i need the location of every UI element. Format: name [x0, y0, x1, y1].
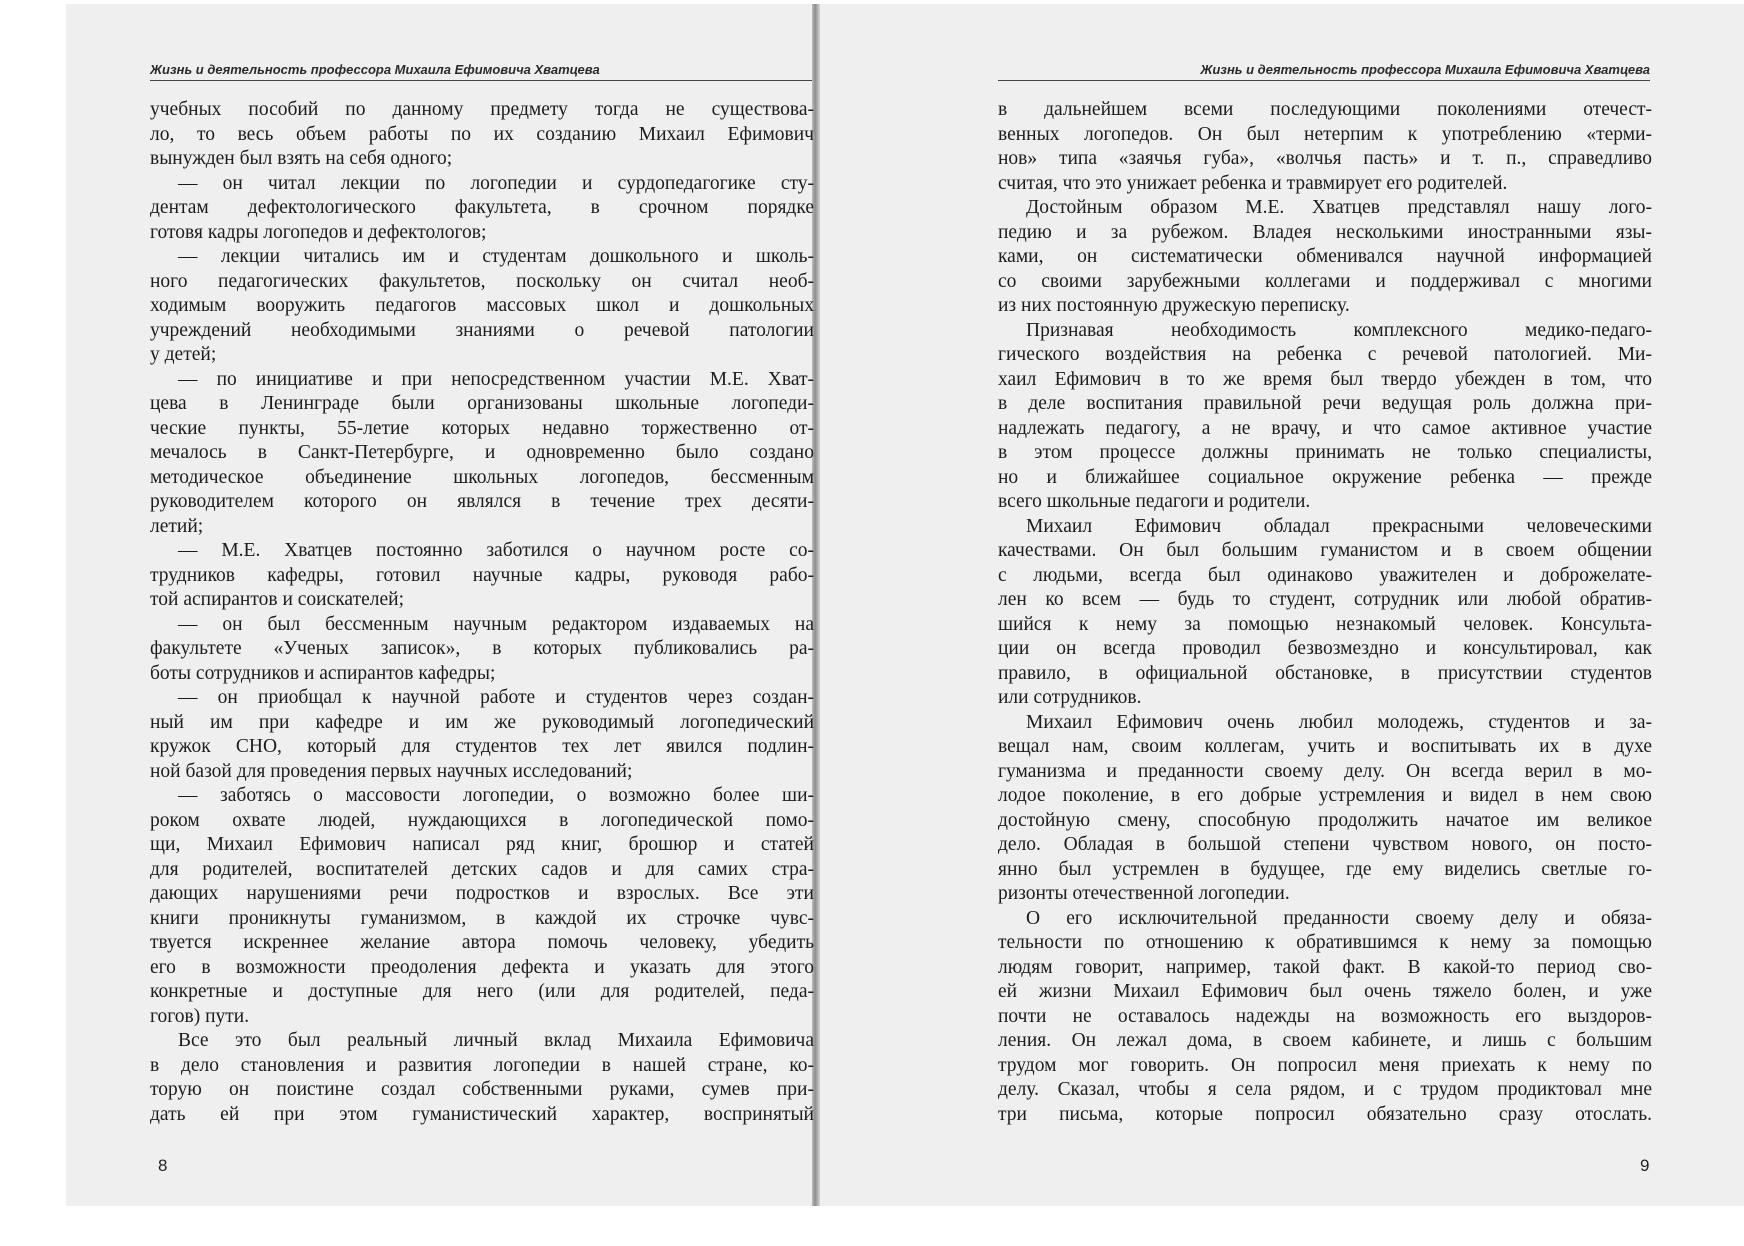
text-line: О его исключительной преданности своему делу и обяза-	[1026, 907, 1652, 929]
text-line: дентам дефектологического факультета, в срочном порядке	[150, 197, 814, 218]
text-line: ной базой для проведения первых научных исследований;	[150, 760, 633, 782]
text-line: ческие пункты, 55-летие которых недавно торжественно от-	[150, 417, 814, 439]
text-line: у детей;	[150, 344, 217, 365]
text-line: достойную смену, способную продолжить начатое им великое	[998, 809, 1652, 831]
text-line: ления. Он лежал дома, в своем кабинете, и лишь с большим	[998, 1030, 1652, 1051]
text-line: книги проникнуты гуманизмом, в каждой их строчке чувс-	[150, 907, 814, 929]
text-line: гуманизма и преданности своему делу. Он всегда верил в мо-	[998, 760, 1652, 782]
right-page-number: 9	[1640, 1156, 1650, 1175]
text-line: или сотрудников.	[998, 687, 1142, 708]
text-line: цева в Ленинграде были организованы школьные логопеди-	[150, 393, 814, 414]
text-line: твуется искреннее желание автора помочь человеку, убедить	[150, 932, 814, 953]
text-line: ный им при кафедре и им же руководимый логопедический	[150, 711, 814, 733]
text-line: лодое поколение, в его добрые устремления и видел в нем свою	[998, 785, 1652, 806]
text-line: щи, Михаил Ефимович написал ряд книг, брошюр и статей	[150, 834, 814, 855]
text-line: руководителем которого он являлся в течение трех десяти-	[150, 491, 814, 512]
right-page	[820, 0, 1744, 1202]
text-line: — он читал лекции по логопедии и сурдопедагогике сту-	[178, 172, 814, 194]
text-line: ло, то весь объем работы по их созданию Михаил Ефимович	[150, 123, 814, 145]
text-line: качествами. Он был большим гуманистом и в своем общении	[998, 540, 1652, 561]
text-line: дающих нарушениями речи подростков и взрослых. Все эти	[150, 883, 814, 904]
text-line: ции он всегда проводил безвозмездно и консультировал, как	[998, 638, 1652, 659]
text-line: Михаил Ефимович очень любил молодежь, студентов и за-	[1026, 711, 1652, 733]
text-line: той аспирантов и соискателей;	[150, 589, 404, 610]
text-line: ей жизни Михаил Ефимович был очень тяжело болен, и уже	[998, 981, 1652, 1002]
text-line: — он приобщал к научной работе и студентов через создан-	[178, 687, 814, 708]
text-line: Достойным образом М.Е. Хватцев представлял нашу лого-	[1026, 197, 1652, 218]
text-line: со своими зарубежными коллегами и поддерживал с многими	[998, 270, 1652, 292]
text-line: людям говорит, например, такой факт. В какой-то период сво-	[998, 956, 1652, 978]
text-line: гогов) пути.	[150, 1005, 250, 1027]
text-line: нов» типа «заячья губа», «волчья пасть» и т. п., справедливо	[998, 148, 1652, 169]
text-line: боты сотрудников и аспирантов кафедры;	[150, 662, 496, 684]
text-line: хаил Ефимович в то же время был твердо убежден в том, что	[998, 368, 1652, 390]
text-line: его в возможности преодоления дефекта и указать для этого	[150, 956, 814, 978]
text-line: венных логопедов. Он был нетерпим к употреблению «терми-	[998, 123, 1652, 145]
text-line: всего школьные педагоги и родители.	[998, 491, 1311, 512]
text-line: — М.Е. Хватцев постоянно заботился о научном росте со-	[178, 540, 814, 561]
right-header-rule	[998, 80, 1650, 81]
text-line: янно был устремлен в будущее, где ему виделись светлые го-	[998, 858, 1652, 880]
text-line: ходимым вооружить педагогов массовых школ и дошкольных	[150, 295, 814, 316]
text-line: трудом мог говорить. Он попросил меня приехать к нему по	[998, 1054, 1652, 1076]
right-running-head: Жизнь и деятельность профессора Михаила Ефимовича Хватцева	[1200, 62, 1650, 77]
text-line: ризонты отечественной логопедии.	[998, 883, 1290, 904]
text-line: трудников кафедры, готовил научные кадры, руководя рабо-	[150, 564, 814, 586]
text-line: ного педагогических факультетов, поскольку он считал необ-	[150, 270, 814, 292]
text-line: в дальнейшем всеми последующими поколениями отечест-	[998, 99, 1652, 120]
text-line: факультете «Ученых записок», в которых публиковались ра-	[150, 638, 814, 659]
text-line: вынужден был взять на себя одного;	[150, 148, 453, 169]
text-line: педию и за рубежом. Владея несколькими иностранными язы-	[998, 221, 1652, 243]
text-line: три письма, которые попросил обязательно сразу отослать.	[998, 1103, 1652, 1125]
text-line: мечалось в Санкт-Петербурге, и одновременно было создано	[150, 442, 814, 463]
text-line: — по инициативе и при непосредственном участии М.Е. Хват-	[178, 368, 814, 390]
text-line: шийся к нему за помощью незнакомый человек. Консульта-	[998, 613, 1652, 635]
text-line: торую он поистине создал собственными руками, сумев при-	[150, 1079, 814, 1100]
left-running-head: Жизнь и деятельность профессора Михаила Ефимовича Хватцева	[150, 62, 600, 77]
text-line: — лекции читались им и студентам дошкольного и школь-	[178, 246, 814, 267]
text-line: ками, он систематически обменивался научной информацией	[998, 246, 1652, 267]
text-line: почти не оставалось надежды на возможность его выздоров-	[998, 1005, 1652, 1027]
text-line: гического воздействия на ребенка с речевой патологией. Ми-	[998, 344, 1652, 365]
text-line: в дело становления и развития логопедии в нашей стране, ко-	[150, 1054, 814, 1076]
text-line: считая, что это унижает ребенка и травмирует его родителей.	[998, 172, 1508, 194]
text-line: учреждений необходимыми знаниями о речевой патологии	[150, 319, 814, 341]
text-line: в этом процессе должны принимать не только специалисты,	[998, 442, 1652, 463]
text-line: готовя кадры логопедов и дефектологов;	[150, 221, 487, 243]
text-line: из них постоянную дружескую переписку.	[998, 295, 1350, 316]
text-line: летий;	[150, 515, 204, 537]
left-page-number: 8	[158, 1156, 168, 1175]
text-line: вещал нам, своим коллегам, учить и воспитывать их в духе	[998, 736, 1652, 757]
text-line: Михаил Ефимович обладал прекрасными человеческими	[1026, 515, 1652, 537]
text-line: с людьми, всегда был одинаково уважителен и доброжелате-	[998, 564, 1652, 586]
text-line: надлежать педагогу, а не врачу, и что самое активное участие	[998, 417, 1652, 439]
text-line: делу. Сказал, чтобы я села рядом, и с трудом продиктовал мне	[998, 1079, 1652, 1100]
left-header-rule	[150, 80, 812, 81]
text-line: для родителей, воспитателей детских садов и для самих стра-	[150, 858, 814, 880]
text-line: конкретные и доступные для него (или для родителей, педа-	[150, 981, 814, 1002]
left-body-text	[150, 98, 814, 1127]
text-line: дело. Обладая в большой степени чувством нового, он посто-	[998, 834, 1652, 855]
text-line: Все это был реальный личный вклад Михаила Ефимовича	[178, 1030, 814, 1051]
text-line: в деле воспитания правильной речи ведущая роль должна при-	[998, 393, 1652, 414]
text-line: тельности по отношению к обратившимся к нему за помощью	[998, 932, 1652, 953]
text-line: Признавая необходимость комплексного медико-педаго-	[1026, 319, 1652, 341]
text-line: — заботясь о массовости логопедии, о возможно более ши-	[178, 785, 814, 806]
text-line: учебных пособий по данному предмету тогда не существова-	[150, 99, 814, 120]
right-body-text	[998, 98, 1652, 1127]
text-line: но и ближайшее социальное окружение ребенка — прежде	[998, 466, 1652, 488]
text-line: правило, в официальной обстановке, в присутствии студентов	[998, 662, 1652, 684]
text-line: методическое объединение школьных логопедов, бессменным	[150, 466, 814, 488]
text-line: дать ей при этом гуманистический характер, воспринятый	[150, 1103, 814, 1125]
text-line: роком охвате людей, нуждающихся в логопедической помо-	[150, 809, 814, 831]
text-line: кружок СНО, который для студентов тех лет явился подлин-	[150, 736, 814, 757]
text-line: лен ко всем — будь то студент, сотрудник или любой обратив-	[998, 589, 1652, 610]
left-page	[66, 0, 812, 1202]
text-line: — он был бессменным научным редактором издаваемых на	[178, 613, 814, 635]
